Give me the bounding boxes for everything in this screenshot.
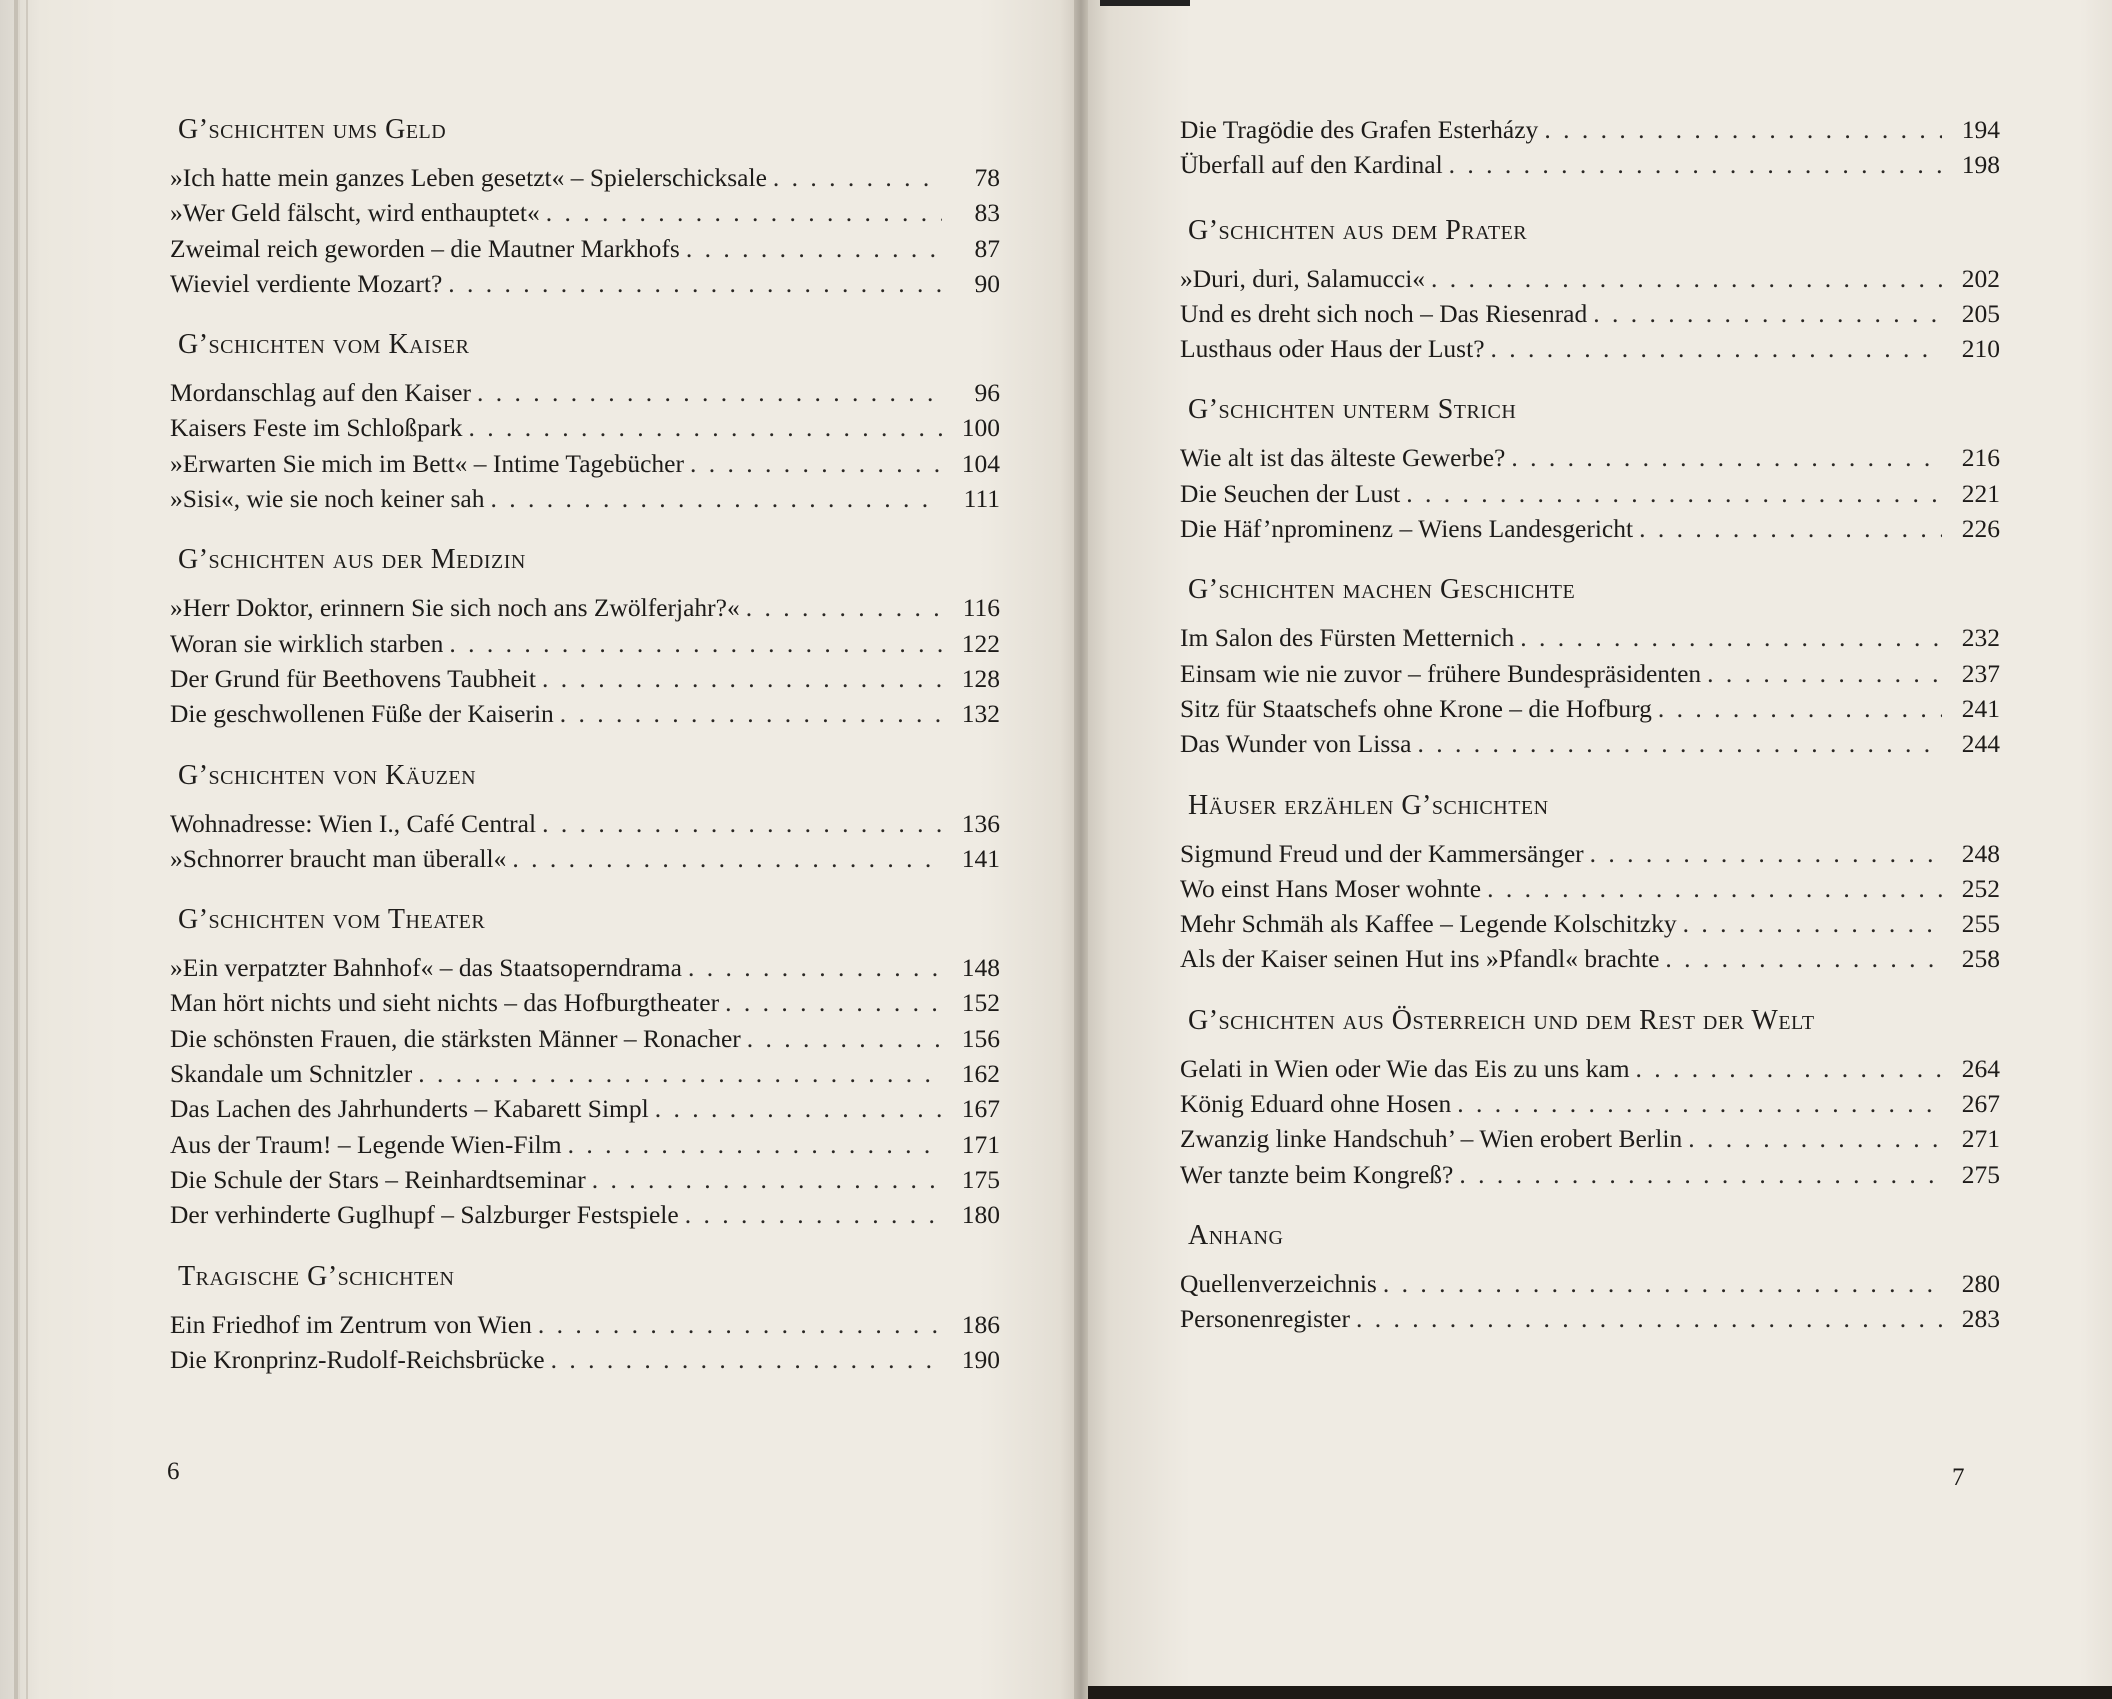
toc-section bbox=[1180, 788, 2000, 977]
toc-entry-page-number: 171 bbox=[961, 1129, 1000, 1159]
toc-entry-title: »Duri, duri, Salamucci« bbox=[1180, 263, 1426, 293]
toc-entry bbox=[170, 446, 1000, 481]
toc-entry-page-number: 186 bbox=[961, 1309, 1000, 1339]
dot-leader bbox=[542, 661, 942, 696]
dot-leader bbox=[551, 1342, 942, 1377]
section-heading: Tragische G’schichten bbox=[178, 1260, 455, 1292]
dot-leader bbox=[1665, 941, 1942, 976]
dot-leader bbox=[690, 446, 942, 481]
toc-section bbox=[170, 112, 1000, 301]
toc-entry bbox=[170, 950, 1000, 985]
dot-leader bbox=[592, 1162, 942, 1197]
dot-leader bbox=[1449, 147, 1942, 182]
right-page-number: 7 bbox=[1952, 1464, 1965, 1491]
toc-entry-title: Kaisers Feste im Schloßpark bbox=[170, 413, 463, 443]
toc-entry-page-number: 248 bbox=[1961, 838, 2000, 868]
toc-entry-page-number: 96 bbox=[974, 378, 1000, 408]
dot-leader bbox=[1356, 1301, 1942, 1336]
toc-entry-page-number: 141 bbox=[961, 843, 1000, 873]
book-gutter bbox=[1074, 0, 1088, 1699]
toc-entry-title: Die Schule der Stars – Reinhardtseminar bbox=[170, 1164, 586, 1194]
toc-entry-title: Wieviel verdiente Mozart? bbox=[170, 268, 443, 298]
toc-entry-title: Zwanzig linke Handschuh’ – Wien erobert Berlin bbox=[1180, 1124, 1683, 1154]
right-toc-column bbox=[1180, 112, 2000, 1363]
toc-entry bbox=[170, 1091, 1000, 1126]
dot-leader bbox=[477, 375, 942, 410]
dot-leader bbox=[1431, 261, 1942, 296]
toc-entry bbox=[170, 661, 1000, 696]
toc-entry-title: »Ich hatte mein ganzes Leben gesetzt« – Spielerschicksale bbox=[170, 163, 767, 192]
section-heading: Anhang bbox=[1188, 1219, 1284, 1251]
toc-entry-title: Personenregister bbox=[1180, 1304, 1350, 1334]
dot-leader bbox=[1520, 620, 1942, 655]
toc-entry bbox=[1180, 836, 2000, 871]
toc-entry-title: Lusthaus oder Haus der Lust? bbox=[1180, 334, 1485, 364]
toc-entry-title: Ein Friedhof im Zentrum von Wien bbox=[170, 1309, 532, 1339]
left-page-number: 6 bbox=[167, 1458, 180, 1485]
toc-entry-title: Wo einst Hans Moser wohnte bbox=[1180, 873, 1482, 903]
toc-entry-title: Aus der Traum! – Legende Wien-Film bbox=[170, 1129, 562, 1159]
dot-leader bbox=[688, 950, 942, 985]
toc-entry-title: Die Kronprinz-Rudolf-Reichsbrücke bbox=[170, 1344, 545, 1374]
toc-entry-page-number: 216 bbox=[1961, 443, 2000, 473]
dot-leader bbox=[773, 160, 942, 195]
toc-entry bbox=[1180, 656, 2000, 691]
toc-entry-title: Quellenverzeichnis bbox=[1180, 1268, 1377, 1298]
toc-entry bbox=[170, 1197, 1000, 1232]
toc-entry-title: Mehr Schmäh als Kaffee – Legende Kolschitzky bbox=[1180, 909, 1677, 939]
dot-leader bbox=[747, 1021, 942, 1056]
toc-entry-title: König Eduard ohne Hosen bbox=[1180, 1089, 1452, 1119]
toc-section bbox=[170, 542, 1000, 731]
toc-entry bbox=[170, 481, 1000, 516]
section-heading: G’schichten machen Geschichte bbox=[1188, 574, 1576, 606]
dot-leader bbox=[686, 231, 942, 266]
toc-entry bbox=[1180, 261, 2000, 296]
section-heading: G’schichten vom Theater bbox=[178, 904, 486, 936]
toc-entry-page-number: 190 bbox=[961, 1344, 1000, 1374]
toc-entry-title: Im Salon des Fürsten Metternich bbox=[1180, 623, 1515, 653]
toc-entry bbox=[1180, 331, 2000, 366]
toc-section bbox=[1180, 1218, 2000, 1337]
toc-entry bbox=[1180, 112, 2000, 147]
dot-leader bbox=[1683, 906, 1942, 941]
toc-entry bbox=[170, 1342, 1000, 1377]
toc-entry-page-number: 175 bbox=[961, 1164, 1000, 1194]
section-heading: G’schichten vom Kaiser bbox=[178, 329, 470, 361]
toc-entry bbox=[1180, 691, 2000, 726]
dot-leader bbox=[1707, 656, 1942, 691]
toc-entry bbox=[1180, 476, 2000, 511]
toc-entry-page-number: 271 bbox=[1961, 1124, 2000, 1154]
dot-leader bbox=[490, 481, 942, 516]
toc-entry-page-number: 122 bbox=[961, 628, 1000, 658]
dot-leader bbox=[512, 841, 942, 876]
toc-entry-page-number: 87 bbox=[974, 233, 1000, 263]
dot-leader bbox=[1418, 726, 1942, 761]
toc-entry-page-number: 264 bbox=[1961, 1053, 2000, 1083]
toc-entry-title: Der Grund für Beethovens Taubheit bbox=[170, 663, 536, 693]
toc-entry-title: Man hört nichts und sieht nichts – das Hofburgtheater bbox=[170, 988, 720, 1018]
toc-entry-page-number: 100 bbox=[961, 413, 1000, 443]
toc-entry-page-number: 237 bbox=[1961, 658, 2000, 688]
toc-entry-title: Die Seuchen der Lust bbox=[1180, 478, 1401, 508]
toc-entry-title: Das Wunder von Lissa bbox=[1180, 729, 1412, 759]
dot-leader bbox=[655, 1091, 942, 1126]
toc-entry bbox=[170, 375, 1000, 410]
toc-entry-title: Der verhinderte Guglhupf – Salzburger Festspiele bbox=[170, 1200, 679, 1230]
toc-entry bbox=[170, 410, 1000, 445]
toc-entry-page-number: 232 bbox=[1961, 623, 2000, 653]
toc-entry-page-number: 116 bbox=[962, 593, 1000, 623]
toc-entry-title: Die geschwollenen Füße der Kaiserin bbox=[170, 699, 554, 729]
toc-entry-page-number: 252 bbox=[1961, 873, 2000, 903]
toc-entry-page-number: 258 bbox=[1961, 944, 2000, 974]
toc-entry bbox=[170, 1307, 1000, 1342]
toc-entry bbox=[1180, 1121, 2000, 1156]
toc-entry-page-number: 83 bbox=[974, 198, 1000, 228]
toc-entry-title: Woran sie wirklich starben bbox=[170, 628, 444, 658]
toc-entry-page-number: 162 bbox=[961, 1059, 1000, 1089]
toc-entry-title: Zweimal reich geworden – die Mautner Markhofs bbox=[170, 233, 680, 263]
dot-leader bbox=[725, 985, 942, 1020]
book-edge-top bbox=[1100, 0, 1190, 6]
toc-entry-page-number: 111 bbox=[963, 484, 1000, 514]
toc-entry bbox=[170, 841, 1000, 876]
toc-entry-page-number: 283 bbox=[1961, 1304, 2000, 1334]
toc-entry-title: »Ein verpatzter Bahnhof« – das Staatsoperndrama bbox=[170, 953, 682, 983]
dot-leader bbox=[568, 1127, 942, 1162]
toc-entry bbox=[170, 1021, 1000, 1056]
dot-leader bbox=[1459, 1157, 1942, 1192]
toc-section bbox=[1180, 213, 2000, 367]
toc-entry-page-number: 280 bbox=[1961, 1268, 2000, 1298]
dot-leader bbox=[542, 806, 942, 841]
dot-leader bbox=[469, 410, 943, 445]
section-heading: G’schichten ums Geld bbox=[178, 114, 447, 145]
toc-entry bbox=[1180, 296, 2000, 331]
toc-entry bbox=[170, 1056, 1000, 1091]
toc-entry-title: Als der Kaiser seinen Hut ins »Pfandl« brachte bbox=[1180, 944, 1660, 974]
dot-leader bbox=[1491, 331, 1942, 366]
toc-entry-title: Die schönsten Frauen, die stärksten Männer – Ronacher bbox=[170, 1023, 741, 1053]
toc-entry-page-number: 275 bbox=[1961, 1159, 2000, 1189]
toc-entry-title: Mordanschlag auf den Kaiser bbox=[170, 378, 471, 408]
toc-entry-page-number: 241 bbox=[1961, 693, 2000, 723]
toc-entry-title: Einsam wie nie zuvor – frühere Bundespräsidenten bbox=[1180, 658, 1702, 688]
toc-entry-page-number: 221 bbox=[1961, 478, 2000, 508]
dot-leader bbox=[418, 1056, 942, 1091]
toc-entry-title: Wer tanzte beim Kongreß? bbox=[1180, 1159, 1454, 1189]
toc-entry bbox=[1180, 1157, 2000, 1192]
dot-leader bbox=[1636, 1051, 1942, 1086]
toc-entry bbox=[1180, 726, 2000, 761]
toc-entry bbox=[1180, 620, 2000, 655]
dot-leader bbox=[1590, 836, 1942, 871]
toc-entry bbox=[170, 985, 1000, 1020]
toc-entry-page-number: 132 bbox=[961, 699, 1000, 729]
toc-entry bbox=[170, 590, 1000, 625]
book-edge-bottom bbox=[1088, 1686, 2112, 1699]
toc-entry-page-number: 202 bbox=[1961, 263, 2000, 293]
toc-entry bbox=[1180, 511, 2000, 546]
toc-section bbox=[1180, 392, 2000, 546]
toc-entry-page-number: 255 bbox=[1961, 909, 2000, 939]
dot-leader bbox=[546, 195, 942, 230]
toc-section bbox=[1180, 572, 2000, 761]
toc-entry-title: Das Lachen des Jahrhunderts – Kabarett Simpl bbox=[170, 1094, 649, 1124]
dot-leader bbox=[1593, 296, 1942, 331]
toc-entry-page-number: 104 bbox=[961, 448, 1000, 478]
toc-entry bbox=[1180, 906, 2000, 941]
toc-entry-page-number: 78 bbox=[974, 163, 1000, 192]
toc-entry bbox=[1180, 1051, 2000, 1086]
toc-entry-page-number: 180 bbox=[961, 1200, 1000, 1230]
dot-leader bbox=[1511, 440, 1942, 475]
toc-entry bbox=[170, 266, 1000, 301]
dot-leader bbox=[685, 1197, 942, 1232]
toc-entry-title: »Wer Geld fälscht, wird enthauptet« bbox=[170, 198, 540, 228]
toc-entry bbox=[170, 195, 1000, 230]
toc-entry-page-number: 136 bbox=[961, 808, 1000, 838]
toc-entry bbox=[170, 806, 1000, 841]
toc-entry-page-number: 226 bbox=[1961, 514, 2000, 544]
dot-leader bbox=[1544, 112, 1942, 147]
dot-leader bbox=[1688, 1121, 1942, 1156]
dot-leader bbox=[448, 266, 942, 301]
toc-entry bbox=[1180, 440, 2000, 475]
toc-entry-page-number: 90 bbox=[974, 268, 1000, 298]
toc-entry-title: »Sisi«, wie sie noch keiner sah bbox=[170, 484, 485, 514]
toc-entry-page-number: 267 bbox=[1961, 1089, 2000, 1119]
toc-entry bbox=[170, 626, 1000, 661]
toc-entry bbox=[170, 1162, 1000, 1197]
toc-entry bbox=[170, 231, 1000, 266]
toc-entry bbox=[1180, 1086, 2000, 1121]
toc-entry-page-number: 152 bbox=[961, 988, 1000, 1018]
toc-entry-title: »Herr Doktor, erinnern Sie sich noch ans Zwölferjahr?« bbox=[170, 593, 740, 623]
toc-entry-title: Überfall auf den Kardinal bbox=[1180, 150, 1443, 180]
toc-entry-page-number: 198 bbox=[1961, 150, 2000, 180]
left-toc-column bbox=[170, 112, 1000, 1403]
toc-entry-title: Skandale um Schnitzler bbox=[170, 1059, 413, 1089]
toc-entry bbox=[1180, 1266, 2000, 1301]
toc-section bbox=[170, 1259, 1000, 1378]
toc-entry-title: Gelati in Wien oder Wie das Eis zu uns kam bbox=[1180, 1053, 1630, 1083]
toc-entry bbox=[170, 1127, 1000, 1162]
toc-entry bbox=[1180, 871, 2000, 906]
toc-entry-title: »Schnorrer braucht man überall« bbox=[170, 843, 507, 873]
dot-leader bbox=[1658, 691, 1942, 726]
toc-entry-title: Und es dreht sich noch – Das Riesenrad bbox=[1180, 298, 1588, 328]
toc-entry-title: Sigmund Freud und der Kammersänger bbox=[1180, 838, 1584, 868]
dot-leader bbox=[1383, 1266, 1942, 1301]
toc-entry-title: Wohnadresse: Wien I., Café Central bbox=[170, 808, 537, 838]
toc-section bbox=[1180, 1003, 2000, 1192]
toc-entry-page-number: 148 bbox=[961, 953, 1000, 983]
toc-entry bbox=[1180, 1301, 2000, 1336]
toc-entry-title: »Erwarten Sie mich im Bett« – Intime Tagebücher bbox=[170, 448, 684, 478]
dot-leader bbox=[1639, 511, 1942, 546]
section-heading: Häuser erzählen G’schichten bbox=[1188, 789, 1549, 821]
toc-entry-title: Wie alt ist das älteste Gewerbe? bbox=[1180, 443, 1506, 473]
toc-entry bbox=[1180, 147, 2000, 182]
dot-leader bbox=[1487, 871, 1942, 906]
toc-entry-page-number: 244 bbox=[1961, 729, 2000, 759]
section-heading: G’schichten aus der Medizin bbox=[178, 544, 526, 576]
dot-leader bbox=[746, 590, 942, 625]
section-heading: G’schichten von Käuzen bbox=[178, 759, 477, 791]
toc-entry bbox=[1180, 941, 2000, 976]
toc-entry-page-number: 156 bbox=[961, 1023, 1000, 1053]
toc-continuation bbox=[1180, 112, 2000, 183]
dot-leader bbox=[538, 1307, 942, 1342]
dot-leader bbox=[560, 696, 942, 731]
dot-leader bbox=[449, 626, 942, 661]
toc-section bbox=[170, 758, 1000, 877]
toc-entry-page-number: 210 bbox=[1961, 334, 2000, 364]
section-heading: G’schichten aus dem Prater bbox=[1188, 214, 1528, 246]
dot-leader bbox=[1457, 1086, 1942, 1121]
dot-leader bbox=[1406, 476, 1942, 511]
section-heading: G’schichten unterm Strich bbox=[1188, 394, 1517, 426]
toc-entry-title: Die Häf’nprominenz – Wiens Landesgericht bbox=[1180, 514, 1634, 544]
toc-entry bbox=[170, 696, 1000, 731]
toc-entry-page-number: 167 bbox=[961, 1094, 1000, 1124]
toc-entry-title: Die Tragödie des Grafen Esterházy bbox=[1180, 115, 1539, 144]
toc-entry-page-number: 205 bbox=[1961, 298, 2000, 328]
toc-section bbox=[170, 327, 1000, 516]
toc-section bbox=[170, 902, 1000, 1232]
toc-entry bbox=[170, 160, 1000, 195]
toc-entry-page-number: 128 bbox=[961, 663, 1000, 693]
toc-entry-page-number: 194 bbox=[1961, 115, 2000, 144]
section-heading: G’schichten aus Österreich und dem Rest der Welt bbox=[1188, 1004, 1815, 1036]
toc-entry-title: Sitz für Staatschefs ohne Krone – die Hofburg bbox=[1180, 693, 1652, 723]
